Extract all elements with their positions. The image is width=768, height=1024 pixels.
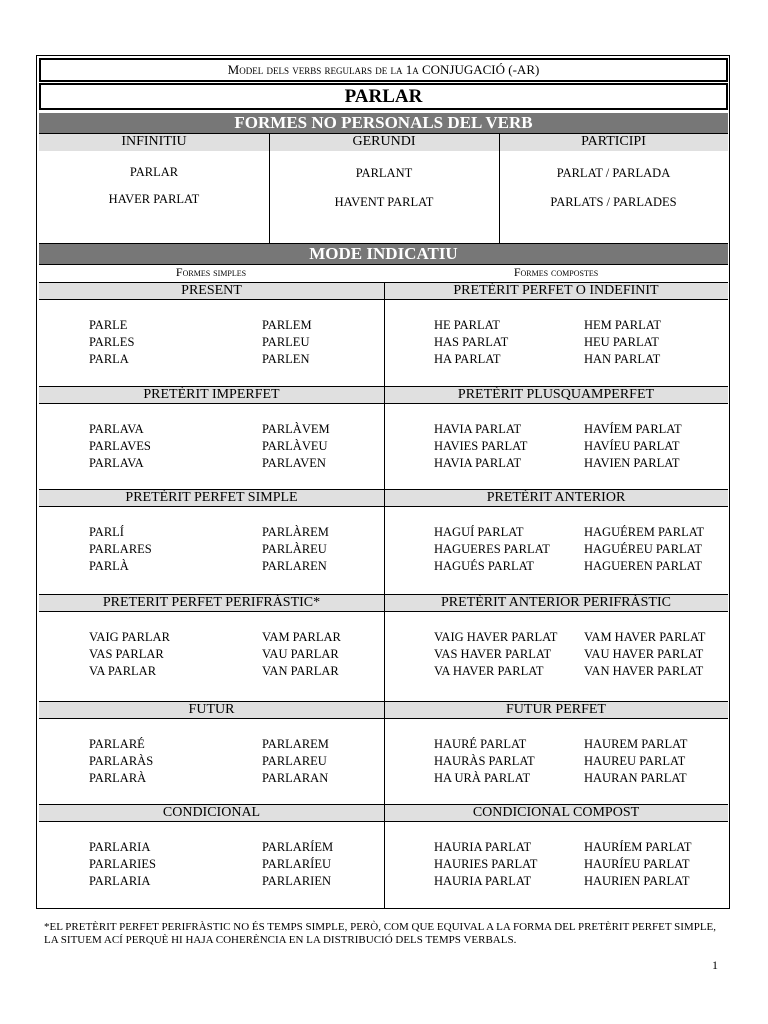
- no-personals-header: INFINITIU: [39, 133, 269, 151]
- tense-header: PRETÈRIT ANTERIOR PERIFRÀSTIC: [384, 594, 728, 612]
- singular-forms: [434, 839, 537, 890]
- plural-forms: [584, 524, 704, 575]
- verb-form: VAN HAVER PARLAT: [584, 664, 704, 678]
- no-personals-form: PARLANT: [355, 166, 413, 180]
- verb-form: PARLÀREU: [262, 542, 327, 556]
- plural-forms: [584, 629, 705, 680]
- no-personals-form: HAVER PARLAT: [108, 192, 200, 206]
- verb-form: VA PARLAR: [89, 664, 157, 678]
- verb-form: PARLAVES: [89, 439, 151, 453]
- verb-form: HAGUÉREM PARLAT: [584, 525, 705, 539]
- tense-header: PRETÈRIT IMPERFET: [39, 386, 384, 404]
- footnote: *EL PRETÈRIT PERFET PERIFRÀSTIC NO ÉS TEMPS SIMPLE, PERÒ, COM QUE EQUIVAL A LA FORMA DEL PRETÈRIT PERFET SIMPLE, LA SITUEM ACÍ PERQUÈ HI HAJA COHERÈNCIA EN LA DISTRIBUCIÓ DELS TEMPS VERBALS.: [44, 921, 717, 946]
- verb-form: PARLAREU: [262, 754, 327, 768]
- verb-form: PARLEN: [262, 352, 310, 366]
- tense-header: PRETERIT PERFET PERIFRÀSTIC*: [39, 594, 384, 612]
- verb-form: HAGUEREN PARLAT: [584, 559, 702, 573]
- verb-form: HAURÀS PARLAT: [434, 754, 535, 768]
- verb-form: HAN PARLAT: [584, 352, 661, 366]
- plural-forms: [584, 839, 692, 890]
- verb-form: VAU HAVER PARLAT: [584, 647, 704, 661]
- no-personals-band: FORMES NO PERSONALS DEL VERB: [39, 113, 728, 133]
- tense-header: PRESENT: [39, 282, 384, 300]
- verb-form: VAM PARLAR: [262, 630, 341, 644]
- no-personals-header: GERUNDI: [269, 133, 499, 151]
- verb-form: HAUREU PARLAT: [584, 754, 686, 768]
- no-personals-header: PARTICIPI: [499, 133, 728, 151]
- singular-forms: [434, 629, 557, 680]
- verb-form: HAS PARLAT: [434, 335, 509, 349]
- singular-forms: [89, 629, 170, 680]
- verb-form: PARLARÍEU: [262, 857, 331, 871]
- tense-header: PRETÈRIT PLUSQUAMPERFET: [384, 386, 728, 404]
- formes-compostes-heading: Formes compostes: [513, 265, 599, 279]
- verb-form: VAIG PARLAR: [89, 630, 170, 644]
- verb-title: PARLAR: [344, 85, 423, 107]
- verb-form: PARLAREM: [262, 737, 329, 751]
- verb-form: PARLARAN: [262, 771, 329, 785]
- verb-form: HAGUÉS PARLAT: [434, 559, 534, 573]
- verb-form: HA URÀ PARLAT: [434, 771, 531, 785]
- verb-form: PARLÀ: [89, 559, 129, 573]
- tense-header: CONDICIONAL COMPOST: [384, 804, 728, 822]
- verb-form: HAVIA PARLAT: [434, 422, 522, 436]
- verb-form: PARLAVA: [89, 456, 144, 470]
- verb-form: HAURIA PARLAT: [434, 874, 532, 888]
- singular-forms: [89, 736, 153, 787]
- verb-form: HAVÍEM PARLAT: [584, 422, 682, 436]
- tense-header: PRETÈRIT PERFET O INDEFINIT: [384, 282, 728, 300]
- verb-form: PARLARIA: [89, 874, 151, 888]
- verb-form: HAURIEN PARLAT: [584, 874, 690, 888]
- verb-form: PARLÀVEM: [262, 422, 330, 436]
- tense-header: CONDICIONAL: [39, 804, 384, 822]
- verb-form: PARLAVA: [89, 422, 144, 436]
- verb-form: HAURIA PARLAT: [434, 840, 532, 854]
- verb-form: PARLARÉ: [89, 737, 145, 751]
- singular-forms: [89, 317, 134, 368]
- verb-form: VAU PARLAR: [262, 647, 339, 661]
- verb-form: PARLARÀ: [89, 771, 147, 785]
- verb-form: HE PARLAT: [434, 318, 500, 332]
- verb-form: VAS HAVER PARLAT: [434, 647, 552, 661]
- verb-form: VAN PARLAR: [262, 664, 339, 678]
- plural-forms: [262, 524, 329, 575]
- verb-form: HAVIES PARLAT: [434, 439, 528, 453]
- tense-header: PRETÈRIT PERFET SIMPLE: [39, 489, 384, 507]
- verb-form: HAGUÍ PARLAT: [434, 525, 524, 539]
- singular-forms: [89, 524, 152, 575]
- page-number: 1: [712, 958, 718, 972]
- verb-form: VAM HAVER PARLAT: [584, 630, 706, 644]
- verb-form: HAGUERES PARLAT: [434, 542, 550, 556]
- plural-forms: [262, 736, 329, 787]
- verb-form: PARLA: [89, 352, 129, 366]
- verb-form: HAURÍEM PARLAT: [584, 840, 692, 854]
- verb-form: VAIG HAVER PARLAT: [434, 630, 558, 644]
- verb-form: HAURIES PARLAT: [434, 857, 538, 871]
- singular-forms: [434, 317, 508, 368]
- verb-form: PARLAREN: [262, 559, 327, 573]
- model-title: Model dels verbs regulars de la 1a CONJUGACIÓ (-AR): [227, 62, 540, 77]
- verb-form: PARLES: [89, 335, 135, 349]
- verb-form: PARLARIES: [89, 857, 156, 871]
- plural-forms: [262, 629, 341, 680]
- singular-forms: [89, 839, 156, 890]
- tense-header: FUTUR: [39, 701, 384, 719]
- verb-form: HAURÍEU PARLAT: [584, 857, 690, 871]
- tense-header: PRETÈRIT ANTERIOR: [384, 489, 728, 507]
- verb-form: PARLÀREM: [262, 525, 329, 539]
- verb-form: PARLARIA: [89, 840, 151, 854]
- tense-header: FUTUR PERFET: [384, 701, 728, 719]
- verb-form: HAURÉ PARLAT: [434, 737, 527, 751]
- verb-form: PARLARIEN: [262, 874, 331, 888]
- verb-form: PARLAVEN: [262, 456, 326, 470]
- verb-form: PARLEU: [262, 335, 310, 349]
- verb-form: PARLARES: [89, 542, 152, 556]
- model-title-box: [39, 58, 728, 82]
- verb-form: HAVÍEU PARLAT: [584, 439, 680, 453]
- verb-form: VAS PARLAR: [89, 647, 164, 661]
- plural-forms: [584, 736, 687, 787]
- no-personals-form: PARLATS / PARLADES: [550, 195, 677, 209]
- singular-forms: [434, 524, 550, 575]
- no-personals-form: PARLAR: [129, 165, 179, 179]
- indicatiu-band: MODE INDICATIU: [39, 244, 728, 264]
- singular-forms: [434, 736, 535, 787]
- formes-simples-heading: Formes simples: [175, 265, 247, 279]
- verb-form: PARLEM: [262, 318, 312, 332]
- verb-form: HAUREM PARLAT: [584, 737, 688, 751]
- verb-form: HA PARLAT: [434, 352, 501, 366]
- verb-form: PARLARÀS: [89, 754, 154, 768]
- plural-forms: [262, 317, 312, 368]
- singular-forms: [434, 421, 527, 472]
- verb-form: PARLÀVEU: [262, 439, 328, 453]
- verb-form: HAVIEN PARLAT: [584, 456, 680, 470]
- verb-form: HAURAN PARLAT: [584, 771, 687, 785]
- verb-form: HAGUÉREU PARLAT: [584, 542, 702, 556]
- verb-form: HEM PARLAT: [584, 318, 661, 332]
- plural-forms: [584, 317, 661, 368]
- verb-form: HEU PARLAT: [584, 335, 659, 349]
- plural-forms: [262, 421, 330, 472]
- verb-form: PARLÍ: [89, 525, 124, 539]
- verb-form: HAVIA PARLAT: [434, 456, 522, 470]
- singular-forms: [89, 421, 151, 472]
- plural-forms: [584, 421, 682, 472]
- verb-title-box: [39, 83, 728, 110]
- verb-form: VA HAVER PARLAT: [434, 664, 544, 678]
- plural-forms: [262, 839, 333, 890]
- verb-form: PARLE: [89, 318, 128, 332]
- verb-form: PARLARÍEM: [262, 840, 334, 854]
- no-personals-form: PARLAT / PARLADA: [556, 166, 671, 180]
- no-personals-form: HAVENT PARLAT: [334, 195, 434, 209]
